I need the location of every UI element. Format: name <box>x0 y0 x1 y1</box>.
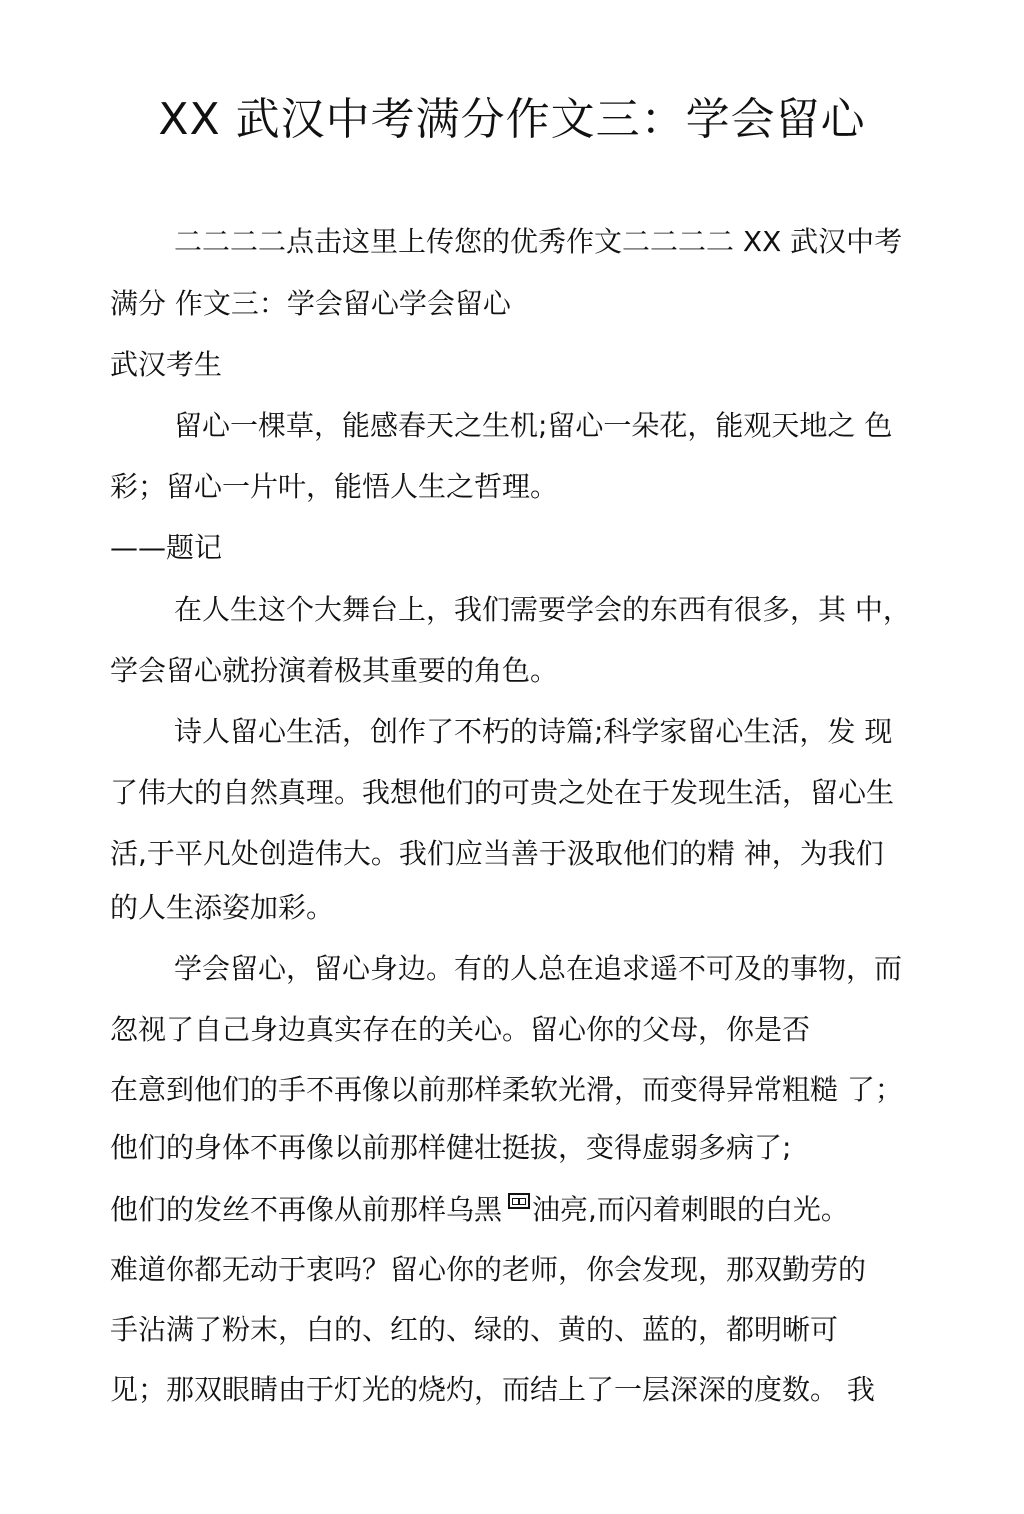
paragraph-line <box>110 1190 960 1230</box>
paragraph-line: 手沾满了粉末，白的、红的、绿的、黄的、蓝的，都明晰可 <box>110 1313 839 1346</box>
missing-glyph-icon <box>508 1193 530 1209</box>
paragraph-line: 在人生这个大舞台上，我们需要学会的东西有很多，其 中， <box>174 593 911 626</box>
paragraph-line: 在意到他们的手不再像以前那样柔软光滑，而变得异常粗糙 了； <box>110 1073 903 1106</box>
line-text: 他们的发丝不再像从前那样乌黑 <box>110 1193 503 1226</box>
paragraph-line: 忽视了自己身边真实存在的关心。留心你的父母，你是否 <box>110 1013 811 1046</box>
paragraph-line: 活,于平凡处创造伟大。我们应当善于汲取他们的精 神，为我们 <box>110 837 884 870</box>
paragraph-line: 学会留心就扮演着极其重要的角色。 <box>110 654 559 687</box>
paragraph-line: 留心一棵草，能感春天之生机;留心一朵花，能观天地之 色 <box>174 409 893 442</box>
paragraph-line: 学会留心，留心身边。有的人总在追求遥不可及的事物，而 <box>174 952 903 985</box>
line-text: 油亮,而闪着刺眼的白光。 <box>532 1193 849 1226</box>
document-title: XX 武汉中考满分作文三：学会留心 <box>158 94 866 145</box>
paragraph-line: 的人生添姿加彩。 <box>110 891 335 924</box>
paragraph-line: 二二二二点击这里上传您的优秀作文二二二二 XX 武汉中考 <box>174 225 903 258</box>
paragraph-line: 见；那双眼睛由于灯光的烧灼，而结上了一层深深的度数。 我 <box>110 1373 875 1406</box>
paragraph-line: 诗人留心生活，创作了不朽的诗篇;科学家留心生活，发 现 <box>174 715 893 748</box>
epigraph-attribution: ——题记 <box>110 531 223 564</box>
paragraph-line: 满分 作文三：学会留心学会留心 <box>110 287 511 320</box>
author-line: 武汉考生 <box>110 348 223 381</box>
paragraph-line: 他们的身体不再像以前那样健壮挺拔，变得虚弱多病了; <box>110 1131 792 1164</box>
paragraph-line: 了伟大的自然真理。我想他们的可贵之处在于发现生活，留心生 <box>110 776 895 809</box>
paragraph-line: 难道你都无动于衷吗？留心你的老师，你会发现，那双勤劳的 <box>110 1253 867 1286</box>
paragraph-line: 彩；留心一片叶，能悟人生之哲理。 <box>110 470 559 503</box>
